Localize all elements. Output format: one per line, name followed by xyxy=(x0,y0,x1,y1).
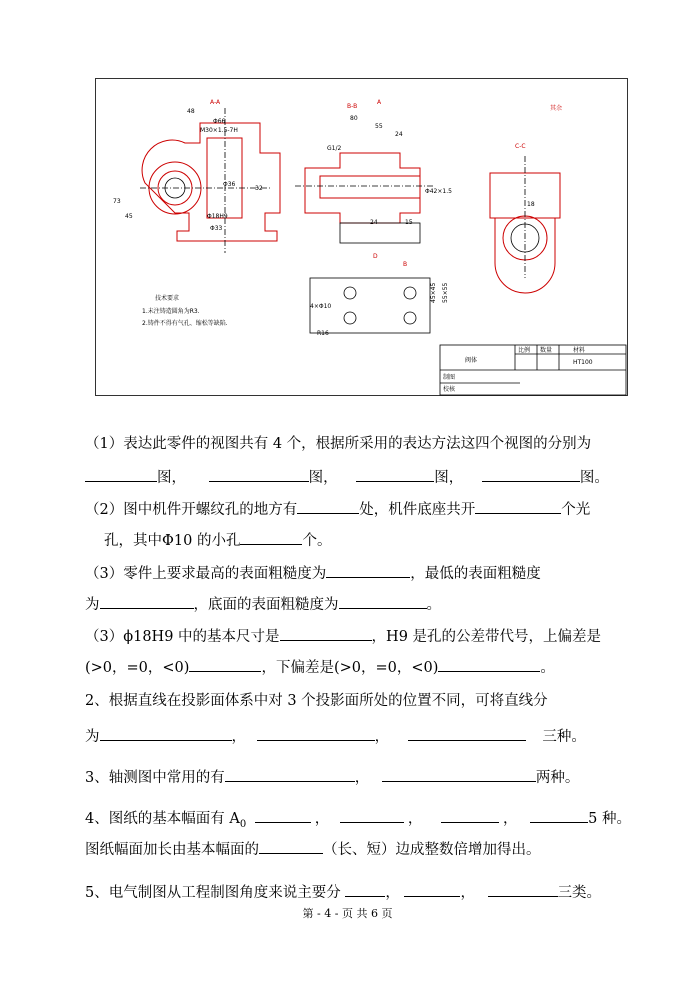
top-section-view xyxy=(295,99,452,268)
s2-b: 为 xyxy=(85,729,100,745)
q3-d: ，底面的表面粗糙度为 xyxy=(193,597,339,613)
blank-s2-1[interactable] xyxy=(100,724,232,741)
dim-80: 80 xyxy=(350,115,358,122)
dim-phi18h9: Φ18H9 xyxy=(207,213,228,220)
scale-header: 比例 xyxy=(518,347,531,354)
blank-s5-3[interactable] xyxy=(488,880,558,897)
rest-roughness-label: 其余 xyxy=(550,105,563,112)
s4-e: 5 种。 xyxy=(588,811,631,827)
blank-q4-1[interactable] xyxy=(280,624,372,641)
dim-48: 48 xyxy=(187,108,195,115)
arrow-b: B xyxy=(403,261,408,268)
s5-b: ， xyxy=(385,885,400,901)
q4-line2 xyxy=(85,655,645,678)
arrow-a-top: A xyxy=(377,99,382,106)
q1-w2: 图， xyxy=(308,470,338,486)
blank-q4-2[interactable] xyxy=(189,655,261,672)
blank-q2-2[interactable] xyxy=(475,497,561,514)
page-footer: 第 - 4 - 页 共 6 页 xyxy=(302,907,393,920)
blank-s3-1[interactable] xyxy=(225,765,355,782)
q2-line2 xyxy=(104,528,664,551)
dim-24-lower: 24 xyxy=(370,219,378,226)
s5-a: 5、电气制图从工程制图角度来说主要分 xyxy=(85,885,341,901)
q3-c: 为 xyxy=(85,597,100,613)
blank-q1-2[interactable] xyxy=(209,465,309,482)
dim-g12: G1/2 xyxy=(327,145,342,152)
q1-text: （1）表达此零件的视图共有 4 个，根据所采用的表达方法这四个视图的分别为 xyxy=(85,436,592,452)
q4-a: （3）ϕ18H9 中的基本尺寸是 xyxy=(85,629,280,645)
dim-45x45: 45×45 xyxy=(430,282,437,303)
s4-d: ， xyxy=(503,811,518,827)
title-block xyxy=(440,345,626,395)
s2-e: 三种。 xyxy=(542,729,586,745)
s3-a: 3、轴测图中常用的有 xyxy=(85,770,225,786)
q2-b: 处，机件底座共开 xyxy=(359,502,476,518)
tech-req-2: 2.铸件不得有气孔、缩松等缺陷. xyxy=(142,320,228,327)
dim-55x55: 55×55 xyxy=(442,282,449,303)
tech-req-title: 技术要求 xyxy=(155,295,180,302)
front-section-view xyxy=(113,99,280,253)
view-label-c: C-C xyxy=(515,143,526,150)
blank-s2-3[interactable] xyxy=(408,724,526,741)
s4-a: 4、图纸的基本幅面有 A xyxy=(85,811,240,827)
q1-w3: 图， xyxy=(434,470,464,486)
q1-line2 xyxy=(85,465,645,488)
dim-m30: M30×1.5-7H xyxy=(200,127,238,134)
view-label-b: B-B xyxy=(347,103,358,110)
dim-18: 18 xyxy=(527,201,535,208)
dim-55: 55 xyxy=(375,123,383,130)
s4-sub: 0 xyxy=(239,818,247,830)
blank-s3-2[interactable] xyxy=(382,765,536,782)
s4-g: （长、短）边成整数倍增加得出。 xyxy=(323,842,541,858)
dim-phi36: Φ36 xyxy=(223,181,236,188)
blank-q3-3[interactable] xyxy=(339,592,427,609)
qty-header: 数量 xyxy=(540,347,553,354)
dim-phi42: Φ42×1.5 xyxy=(425,188,452,195)
q1-line1 xyxy=(85,434,645,454)
s5-line xyxy=(85,880,645,903)
q4-d: ，下偏差是(>0，=0，<0) xyxy=(261,660,439,676)
q1-w4: 图。 xyxy=(579,470,609,486)
blank-q3-2[interactable] xyxy=(100,592,194,609)
arrow-d: D xyxy=(373,253,378,260)
blank-s4-2[interactable] xyxy=(340,806,404,823)
s4-b: ， xyxy=(314,811,330,827)
q4-e: 。 xyxy=(540,660,555,676)
s4-line1 xyxy=(85,806,645,835)
dim-15: 15 xyxy=(405,219,413,226)
bottom-view xyxy=(310,278,449,337)
blank-q1-3[interactable] xyxy=(356,465,434,482)
s2-c: ， xyxy=(231,729,246,745)
blank-s5-1[interactable] xyxy=(345,880,385,897)
side-section-view xyxy=(490,104,562,293)
q3-line2 xyxy=(85,592,645,615)
dim-4xphi10: 4×Φ10 xyxy=(310,303,332,310)
blank-s4-1[interactable] xyxy=(255,806,311,823)
s4-line2 xyxy=(85,837,645,860)
blank-q4-3[interactable] xyxy=(438,655,540,672)
blank-q1-4[interactable] xyxy=(482,465,580,482)
q4-c: (>0，=0，<0) xyxy=(85,660,190,676)
s5-d: 三类。 xyxy=(557,885,602,901)
q2-c: 个光 xyxy=(561,502,591,518)
blank-q3-1[interactable] xyxy=(326,561,410,578)
dim-73: 73 xyxy=(113,198,121,205)
q4-b: ，H9 是孔的公差带代号，上偏差是 xyxy=(371,629,602,645)
s3-c: 两种。 xyxy=(535,770,580,786)
dim-phi66: Φ66 xyxy=(213,118,226,125)
s4-f: 图纸幅面加长由基本幅面的 xyxy=(85,842,259,858)
blank-q2-3[interactable] xyxy=(240,528,302,545)
q2-e: 个。 xyxy=(302,533,332,549)
blank-s4-5[interactable] xyxy=(259,837,323,854)
blank-q1-1[interactable] xyxy=(85,465,157,482)
q2-d: 孔，其中Φ10 的小孔 xyxy=(104,533,241,549)
dim-32: 32 xyxy=(255,185,263,192)
s3-line xyxy=(85,765,645,788)
engineering-drawing xyxy=(95,78,628,396)
tech-req-1: 1.未注铸造圆角为R3. xyxy=(142,308,200,315)
q2-a: （2）图中机件开螺纹孔的地方有 xyxy=(85,502,298,518)
material-header: 材料 xyxy=(573,347,586,354)
s2-a: 2、根据直线在投影面体系中对 3 个投影面所处的位置不同，可将直线分 xyxy=(85,693,548,709)
dim-r16: R16 xyxy=(317,330,329,337)
s2-d: ， xyxy=(374,729,390,745)
blank-s5-2[interactable] xyxy=(404,880,460,897)
q1-w1: 图， xyxy=(157,470,186,486)
s2-line1 xyxy=(85,691,645,711)
q3-a: （3）零件上要求最高的表面粗糙度为 xyxy=(85,566,327,582)
material-value: HT100 xyxy=(573,359,593,366)
s5-c: ， xyxy=(460,885,475,901)
checked-label: 校核 xyxy=(443,386,456,393)
q3-b: ，最低的表面粗糙度 xyxy=(410,566,541,582)
drawn-label: 制图 xyxy=(443,374,456,381)
dim-45: 45 xyxy=(125,213,133,220)
part-name: 阀体 xyxy=(465,357,478,364)
q4-line1 xyxy=(85,624,645,647)
q3-e: 。 xyxy=(426,597,441,613)
dim-24: 24 xyxy=(395,131,403,138)
blank-s2-2[interactable] xyxy=(257,724,375,741)
s4-c: ， xyxy=(407,811,423,827)
q3-line1 xyxy=(85,561,645,584)
blank-s4-4[interactable] xyxy=(530,806,588,823)
view-label-a: A-A xyxy=(210,99,221,106)
s2-line2 xyxy=(85,724,645,747)
s3-b: ， xyxy=(354,770,370,786)
q2-line1 xyxy=(85,497,645,520)
blank-q2-1[interactable] xyxy=(297,497,359,514)
tech-requirements xyxy=(142,294,228,327)
dim-phi33: Φ33 xyxy=(210,225,223,232)
blank-s4-3[interactable] xyxy=(441,806,499,823)
